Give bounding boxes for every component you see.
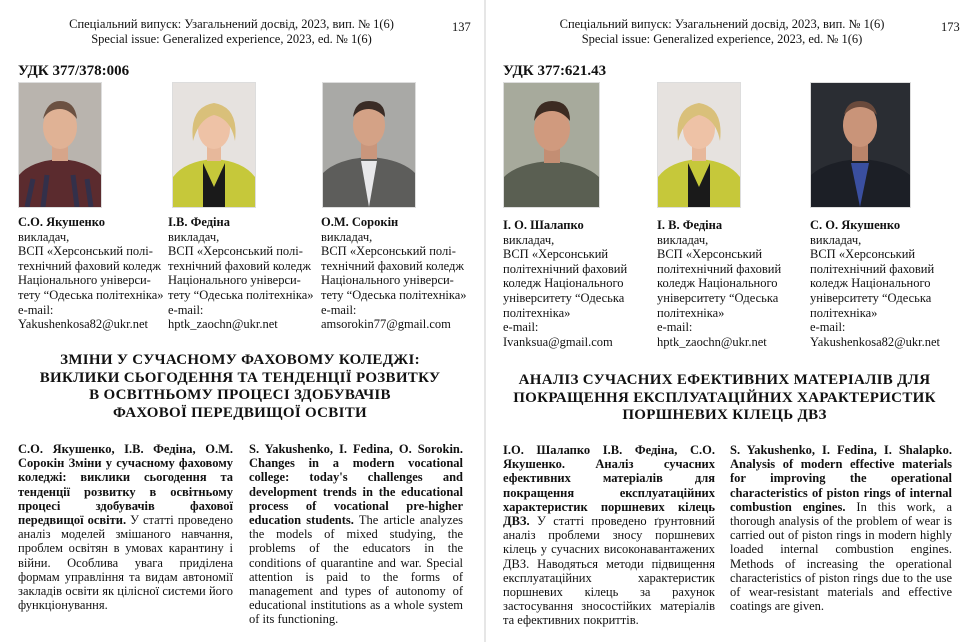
author-card <box>321 215 481 332</box>
right-page <box>487 0 967 642</box>
title-line: ФАХОВОЇ ПЕРЕДВИЩОЇ ОСВІТИ <box>112 404 368 421</box>
author-card <box>810 218 965 349</box>
abstract-title: Changes in a modern vocational college: today's challenges and development trends in the educational process of vocational pre-higher education students. <box>249 456 463 528</box>
author-name: І. В. Федіна <box>657 218 723 232</box>
header-line-en: Special issue: Generalized experience, 2023, ed. № 1(6) <box>581 32 863 46</box>
author-affiliation-line: Національного універси- <box>321 273 454 288</box>
abstract-text: У статті проведено ґрунтовний аналіз проблеми зносу поршневих кілець у сучасних високонавантажених ДВЗ. Наводяться методи підвищення експлуатаційних характеристик поршневих кілець за рахунок застосування зносостійких матеріалів та ефективних покриттів. <box>503 514 715 628</box>
abstract-ua <box>503 443 715 628</box>
author-email: hptk_zaochn@ukr.net <box>657 334 767 349</box>
abstract-authors: S. Yakushenko, I. Fedina, O. Sorokin. <box>249 442 463 456</box>
author-name: І. О. Шалапко <box>503 218 584 232</box>
author-card <box>18 215 168 332</box>
author-affiliation-line: ВСП «Херсонський <box>810 247 916 262</box>
title-line: В ОСВІТНЬОМУ ПРОЦЕСІ ЗДОБУВАЧІВ <box>89 387 391 403</box>
author-role: викладач, <box>18 229 70 244</box>
author-affiliation-line: коледж Національного <box>657 276 778 291</box>
author-affiliation-line: тету “Одеська політехніка» <box>168 287 314 302</box>
author-name: І.В. Федіна <box>168 215 230 229</box>
author-role: викладач, <box>503 232 555 247</box>
abstract-title: Аналіз сучасних ефективних матеріалів для покращення експлуатаційних характеристик поршневих кілець ДВЗ. <box>503 457 716 529</box>
author-role: викладач, <box>657 232 709 247</box>
abstract-authors: І.О. Шалапко І.В. Федіна, С.О. Якушенко. <box>503 443 715 472</box>
author-affiliation-line: політехніка» <box>657 305 725 320</box>
author-affiliation-line: ВСП «Херсонський <box>657 247 763 262</box>
abstract-text: The article analyzes the models of mixed studying, the problems of the educators in the conditions of quarantine and war. Special attention is paid to the forms of management and types of autonomy of educational institutions as a whole system of its functioning. <box>249 513 464 627</box>
header-line-en: Special issue: Generalized experience, 2023, ed. № 1(6) <box>91 32 372 46</box>
author-photo <box>810 82 911 208</box>
author-affiliation-line: політехнічний фаховий <box>657 261 782 276</box>
abstract-title: Зміни у сучасному фаховому коледжі: виклики сьогодення та тенденції розвитку в освітньому процесі здобувачів фахової передвищої освіти. <box>18 456 233 528</box>
author-email-label: e-mail: <box>18 302 54 317</box>
author-affiliation-line: технічний фаховий коледж <box>321 258 464 273</box>
author-affiliation-line: політехнічний фаховий <box>503 261 628 276</box>
udk-code: УДК 377:621.43 <box>503 63 607 79</box>
author-role: викладач, <box>168 229 220 244</box>
author-photo <box>322 82 416 208</box>
author-affiliation-line: політехніка» <box>810 305 878 320</box>
abstract-en <box>249 442 463 627</box>
author-email-label: e-mail: <box>503 320 539 335</box>
abstract-authors: S. Yakushenko, I. Fedina, I. Shalapko. <box>730 443 952 457</box>
header-line-ua: Спеціальний випуск: Узагальнений досвід, 2023, вип. № 1(6) <box>69 17 394 31</box>
author-photo <box>172 82 256 208</box>
author-affiliation-line: університету “Одеська <box>657 290 779 305</box>
article-title <box>10 352 470 422</box>
title-line: ПОКРАЩЕННЯ ЕКСПЛУАТАЦІЙНИХ ХАРАКТЕРИСТИК <box>513 389 936 406</box>
author-email-label: e-mail: <box>321 302 357 317</box>
author-affiliation-line: ВСП «Херсонський полі- <box>18 244 153 259</box>
author-card <box>503 218 653 349</box>
author-affiliation-line: технічний фаховий коледж <box>168 258 311 273</box>
author-affiliation-line: технічний фаховий коледж <box>18 258 161 273</box>
running-header <box>30 17 433 47</box>
abstract-authors: С.О. Якушенко, І.В. Федіна, О.М. Сорокін <box>18 442 233 471</box>
author-affiliation-line: Національного універси- <box>168 273 301 288</box>
title-line: АНАЛІЗ СУЧАСНИХ ЕФЕКТИВНИХ МАТЕРІАЛІВ ДЛЯ <box>518 372 931 388</box>
author-affiliation-line: університету “Одеська <box>503 290 625 305</box>
author-affiliation-line: ВСП «Херсонський полі- <box>321 244 456 259</box>
running-header <box>527 17 917 47</box>
abstract-en <box>730 443 952 613</box>
author-name: С.О. Якушенко <box>18 215 106 229</box>
author-email: hptk_zaochn@ukr.net <box>168 317 278 332</box>
author-email: amsorokin77@gmail.com <box>321 317 451 332</box>
author-photo <box>503 82 600 208</box>
author-card <box>657 218 807 349</box>
author-email: Yakushenkosa82@ukr.net <box>18 317 149 332</box>
author-email: Ivanksua@gmail.com <box>503 334 613 349</box>
abstract-ua <box>18 442 233 612</box>
udk-code: УДК 377/378:006 <box>18 63 130 79</box>
page-number: 173 <box>941 20 960 34</box>
author-affiliation-line: коледж Національного <box>810 276 931 291</box>
author-affiliation-line: тету “Одеська політехніка» <box>18 287 164 302</box>
author-affiliation-line: ВСП «Херсонський <box>503 247 609 262</box>
author-email-label: e-mail: <box>657 320 693 335</box>
author-photo <box>18 82 102 208</box>
author-name: С. О. Якушенко <box>810 218 901 232</box>
author-role: викладач, <box>321 229 373 244</box>
page-divider <box>484 0 486 642</box>
author-email-label: e-mail: <box>168 302 204 317</box>
author-affiliation-line: тету “Одеська політехніка» <box>321 287 467 302</box>
author-affiliation-line: коледж Національного <box>503 276 624 291</box>
author-role: викладач, <box>810 232 862 247</box>
header-line-ua: Спеціальний випуск: Узагальнений досвід, 2023, вип. № 1(6) <box>559 17 885 31</box>
page-number: 137 <box>452 20 471 34</box>
article-title <box>492 372 957 425</box>
author-name: О.М. Сорокін <box>321 215 399 229</box>
author-affiliation-line: ВСП «Херсонський полі- <box>168 244 303 259</box>
author-affiliation-line: Національного універси- <box>18 273 151 288</box>
author-affiliation-line: університету “Одеська <box>810 290 932 305</box>
title-line: ПОРШНЕВИХ КІЛЕЦЬ ДВЗ <box>622 407 827 423</box>
title-line: ЗМІНИ У СУЧАСНОМУ ФАХОВОМУ КОЛЕДЖІ: <box>60 352 420 368</box>
author-card <box>168 215 323 332</box>
author-email-label: e-mail: <box>810 320 846 335</box>
author-affiliation-line: політехнічний фаховий <box>810 261 935 276</box>
title-line: ВИКЛИКИ СЬОГОДЕННЯ ТА ТЕНДЕНЦІЇ РОЗВИТКУ <box>39 369 441 386</box>
abstract-text: In this work, a thorough analysis of the problem of wear is carried out of piston rings in modern highly loaded internal combustion engines. Methods of increasing the operational characteristics of piston rings due to the use of wear-resistant materials and effective coatings are given. <box>730 499 953 614</box>
author-photo <box>657 82 741 208</box>
left-page <box>0 0 483 642</box>
abstract-title: Analysis of modern effective materials for improving the operational characteristics of piston rings of internal combustion engines. <box>730 457 952 514</box>
author-affiliation-line: політехніка» <box>503 305 571 320</box>
author-email: Yakushenkosa82@ukr.net <box>810 334 941 349</box>
abstract-text: У статті проведено аналіз моделей змішаного навчання, проблем освітян в умовах карантину і війни. Особлива увага приділена формам управління та видам автономії закладів освіти як цілісної системи його функціонування. <box>18 513 233 613</box>
